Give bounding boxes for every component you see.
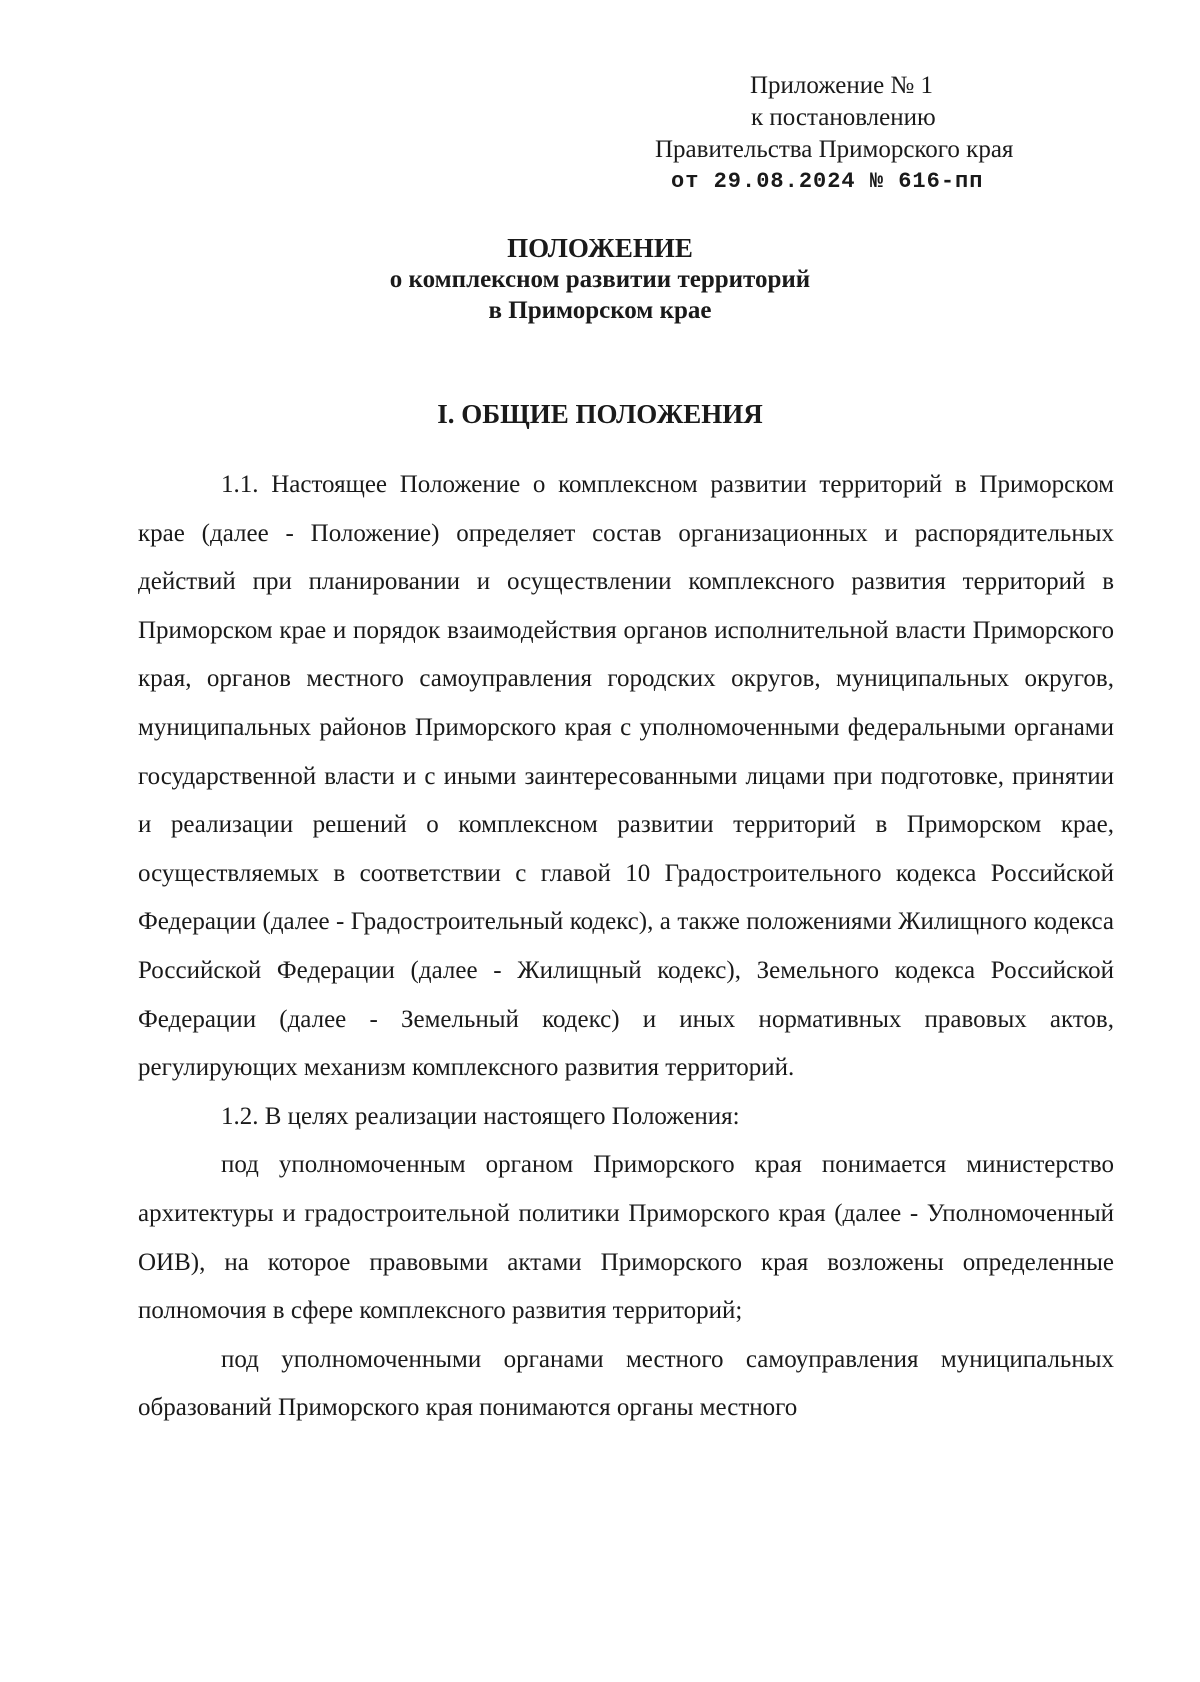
paragraph-1-2: 1.2. В целях реализации настоящего Положения: <box>221 1102 740 1130</box>
attachment-government: Правительства Приморского края <box>655 136 1014 163</box>
document-title-region: в Приморском крае <box>488 297 712 324</box>
paragraph-1-1: 1.1. Настоящее Положение о комплексном развитии территорий в Приморском крае (далее - Положение) определяет состав организационных и распорядительных действий при планировании и осуществлении комплексного развития территорий в Приморском крае и порядок взаимодействия органов исполнительной власти Приморского края, органов местного самоуправления городских округов, муниципальных округов, муниципальных районов Приморского края с уполномоченными федеральными органами государственной власти и с иными заинтересованными лицами при подготовке, принятии и реализации решений о комплексном развитии территорий в Приморском крае, осуществляемых в соответствии с главой 10 Градостроительного кодекса Российской Федерации (далее - Градостроительный кодекс), а также положениями Жилищного кодекса Российской Федерации (далее - Жилищный кодекс), Земельного кодекса Российской Федерации (далее - Земельный кодекс) и иных нормативных правовых актов, регулирующих механизм комплексного развития территорий. <box>138 471 1114 1082</box>
document-title-heading: ПОЛОЖЕНИЕ <box>507 233 693 263</box>
paragraph-authorized-body: под уполномоченным органом Приморского края понимается министерство архитектуры и градостроительной политики Приморского края (далее - Уполномоченный ОИВ), на которое правовыми актами Приморского края возложены определенные полномочия в сфере комплексного развития территорий; <box>138 1151 1114 1325</box>
document-title <box>0 232 1200 326</box>
attachment-date-number: от 29.08.2024 № 616-пп <box>671 169 984 194</box>
section-title: I. ОБЩИЕ ПОЛОЖЕНИЯ <box>437 399 763 429</box>
attachment-resolution-ref: к постановлению <box>751 104 936 131</box>
paragraph-local-authorities: под уполномоченными органами местного самоуправления муниципальных образований Приморского края понимаются органы местного <box>138 1345 1114 1422</box>
attachment-header <box>655 70 1075 198</box>
attachment-number: Приложение № 1 <box>750 72 934 99</box>
document-title-subject: о комплексном развитии территорий <box>389 266 811 293</box>
document-body <box>138 461 1114 1433</box>
